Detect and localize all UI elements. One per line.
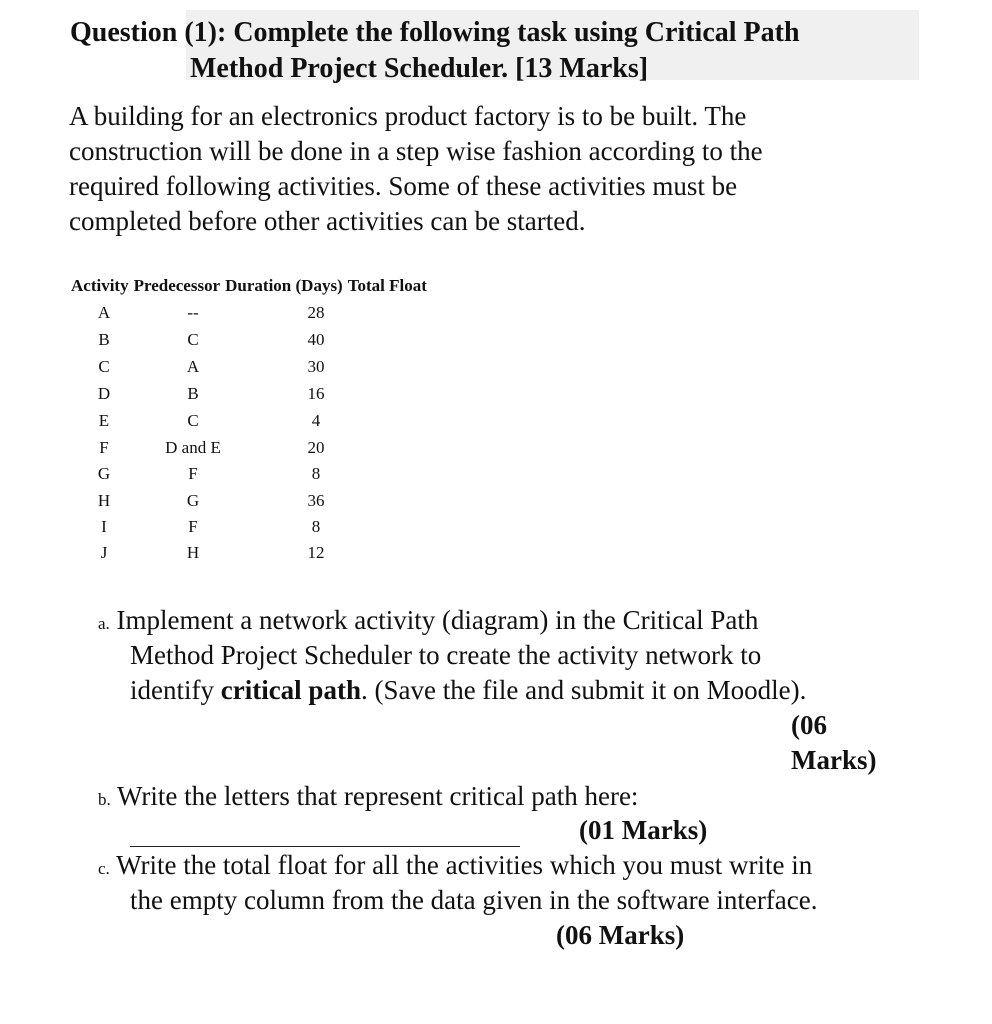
- item-a-line1: [98, 603, 758, 641]
- item-a-line3: [130, 673, 806, 708]
- item-b-marks: (01 Marks): [579, 815, 708, 845]
- question-header: [66, 10, 919, 84]
- header-duration: Duration (Days): [225, 276, 343, 295]
- row-activity: I: [101, 517, 107, 536]
- row-duration: 28: [307, 303, 325, 322]
- item-a-marks-line2: Marks): [791, 745, 877, 775]
- row-activity: G: [97, 464, 111, 483]
- row-duration: 4: [311, 411, 321, 430]
- item-b-marker: b.: [98, 790, 111, 809]
- row-predecessor: D and E: [165, 438, 221, 457]
- row-duration: 36: [307, 491, 325, 510]
- item-c-marker: c.: [98, 859, 110, 878]
- row-activity: B: [98, 330, 110, 349]
- item-c-text1: Write the total float for all the activities which you must write in: [116, 850, 813, 880]
- row-activity: C: [98, 357, 110, 376]
- row-duration: 30: [307, 357, 325, 376]
- item-c-line2: the empty column from the data given in the software interface.: [130, 885, 818, 915]
- row-duration: 8: [311, 517, 321, 536]
- intro-line-3: required following activities. Some of these activities must be: [69, 171, 738, 201]
- row-activity: F: [99, 438, 109, 457]
- row-duration: 40: [307, 330, 325, 349]
- intro-line-4: completed before other activities can be started.: [69, 206, 586, 236]
- row-predecessor: F: [188, 464, 198, 483]
- item-a-line2: Method Project Scheduler to create the activity network to: [130, 640, 762, 670]
- row-predecessor: C: [187, 411, 199, 430]
- question-title-line2: Method Project Scheduler. [13 Marks]: [190, 53, 649, 84]
- intro-line-2: construction will be done in a step wise fashion according to the: [69, 136, 763, 166]
- header-predecessor: Predecessor: [133, 276, 221, 295]
- row-predecessor: F: [188, 517, 198, 536]
- intro-paragraph: [69, 99, 859, 239]
- item-a-text3-pre: identify: [130, 675, 221, 705]
- item-b-text: Write the letters that represent critical path here:: [117, 781, 639, 811]
- row-predecessor: B: [187, 384, 199, 403]
- row-activity: D: [97, 384, 111, 403]
- row-predecessor: --: [187, 303, 199, 322]
- row-duration: 8: [311, 464, 321, 483]
- item-a-text3-post: . (Save the file and submit it on Moodle).: [360, 675, 807, 705]
- intro-line-1: A building for an electronics product factory is to be built. The: [69, 101, 747, 131]
- row-activity: J: [100, 543, 108, 562]
- row-duration: 20: [307, 438, 325, 457]
- row-activity: E: [98, 411, 110, 430]
- activity-table-header: [71, 276, 432, 296]
- header-activity: Activity: [71, 276, 129, 295]
- row-predecessor: G: [186, 491, 200, 510]
- item-c-line1: [98, 848, 812, 886]
- row-activity: H: [97, 491, 111, 510]
- item-a-critical-path: critical path: [220, 675, 361, 705]
- row-duration: 12: [307, 543, 325, 562]
- row-predecessor: A: [186, 357, 200, 376]
- row-predecessor: H: [186, 543, 200, 562]
- answer-blank-line[interactable]: [130, 846, 520, 847]
- item-a-marks-line1: (06: [791, 710, 827, 740]
- row-activity: A: [97, 303, 111, 322]
- item-a-marker: a.: [98, 614, 110, 633]
- question-title-line1: Question (1): Complete the following task using Critical Path: [70, 17, 800, 48]
- row-predecessor: C: [187, 330, 199, 349]
- item-c-marks: (06 Marks): [556, 920, 685, 950]
- item-a-text1: Implement a network activity (diagram) in the Critical Path: [116, 605, 759, 635]
- item-b-line1: [98, 779, 638, 817]
- header-total-float: Total Float: [347, 276, 427, 295]
- row-duration: 16: [307, 384, 325, 403]
